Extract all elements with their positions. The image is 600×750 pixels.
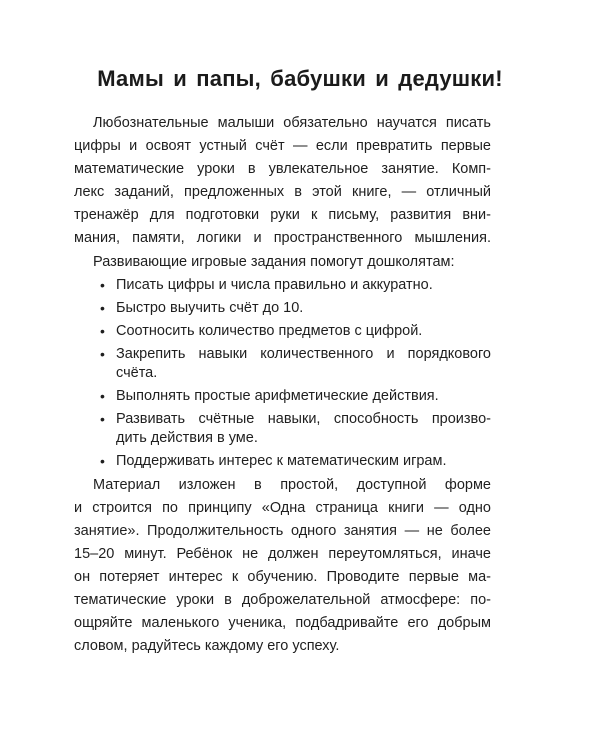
list-item: Закрепить навыки количественного и порядкового xyxy=(116,346,491,362)
bullet-marker: • xyxy=(100,277,105,293)
bullet-marker: • xyxy=(100,388,105,404)
page-title: Мамы и папы, бабушки и дедушки! xyxy=(97,66,503,91)
paragraph-2-line: тематические уроки в доброжелательной атмосфере: по- xyxy=(74,592,491,608)
paragraph-1-line: мания, памяти, логики и пространственного мышления. xyxy=(74,230,491,246)
list-item: Соотносить количество предметов с цифрой. xyxy=(116,323,423,339)
bullet-marker: • xyxy=(100,411,105,427)
paragraph-2-line: ощряйте маленького ученика, подбадривайте его добрым xyxy=(74,615,491,631)
bullet-marker: • xyxy=(100,346,105,362)
paragraph-1-line: Любознательные малыши обязательно научатся писать xyxy=(93,115,491,131)
list-item: Быстро выучить счёт до 10. xyxy=(116,300,304,316)
bullet-marker: • xyxy=(100,323,105,339)
paragraph-2-line: и строится по принципу «Одна страница книги — одно xyxy=(74,500,491,516)
paragraph-1-line: цифры и освоят устный счёт — если превратить первые xyxy=(74,138,491,154)
list-item: Писать цифры и числа правильно и аккуратно. xyxy=(116,277,433,293)
paragraph-2-line: Материал изложен в простой, доступной форме xyxy=(93,477,491,493)
paragraph-2-line: 15–20 минут. Ребёнок не должен переутомляться, иначе xyxy=(74,546,491,562)
list-item: Развивать счётные навыки, способность произво- xyxy=(116,411,491,427)
list-item: Поддерживать интерес к математическим играм. xyxy=(116,453,447,469)
list-intro: Развивающие игровые задания помогут дошколятам: xyxy=(93,254,455,270)
paragraph-1-line: математические уроки в увлекательное занятие. Комп- xyxy=(74,161,491,177)
paragraph-2-line: он потеряет интерес к обучению. Проводите первые ма- xyxy=(74,569,491,585)
paragraph-1-line: лекс заданий, предложенных в этой книге, — отличный xyxy=(74,184,491,200)
paragraph-1-line: тренажёр для подготовки руки к письму, развития вни- xyxy=(74,207,491,223)
list-item-continuation: счёта. xyxy=(116,365,158,381)
list-item: Выполнять простые арифметические действия. xyxy=(116,388,439,404)
paragraph-2-line: занятие». Продолжительность одного занятия — не более xyxy=(74,523,491,539)
paragraph-2-line: словом, радуйтесь каждому его успеху. xyxy=(74,638,340,654)
bullet-marker: • xyxy=(100,300,105,316)
bullet-marker: • xyxy=(100,453,105,469)
list-item-continuation: дить действия в уме. xyxy=(116,430,258,446)
